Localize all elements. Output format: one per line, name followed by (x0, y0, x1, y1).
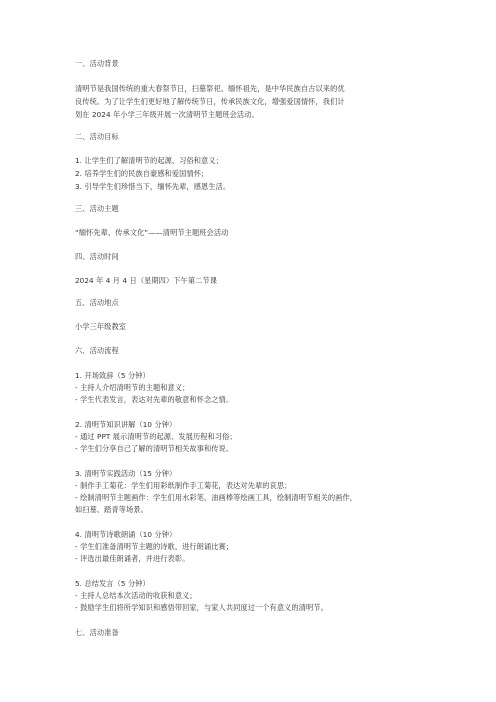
process-step-2-title: 2. 清明节知识讲解（10 分钟） (75, 420, 177, 429)
process-step-3-item-1: - 制作手工菊花：学生们用彩纸制作手工菊花，表达对先辈的哀思； (75, 481, 292, 490)
process-step-5-item-2: - 鼓励学生们将所学知识和感悟带回家，与家人共同度过一个有意义的清明节。 (75, 603, 328, 612)
process-step-2-item-2: - 学生们分享自己了解的清明节相关故事和传说。 (75, 444, 234, 453)
process-step-5-title: 5. 总结发言（5 分钟） (75, 579, 150, 588)
goal-item-3: 3. 引导学生们珍惜当下，缅怀先辈，感恩生活。 (75, 182, 231, 191)
process-step-4-title: 4. 清明节诗歌朗诵（10 分钟） (75, 530, 177, 539)
process-step-1-title: 1. 开场致辞（5 分钟） (75, 371, 150, 380)
process-step-1-item-1: - 主持人介绍清明节的主题和意义； (75, 383, 190, 392)
section-heading-goals: 二、活动目标 (75, 132, 119, 141)
process-step-4-item-2: - 评选出最佳朗诵者，并进行表彰。 (75, 554, 190, 563)
time-text: 2024 年 4 月 4 日（星期四）下午第二节课 (75, 276, 217, 285)
process-step-3-item-2-cont: 如扫墓、踏青等场景。 (75, 505, 148, 514)
section-heading-location: 五、活动地点 (75, 298, 119, 307)
section-heading-theme: 三、活动主题 (75, 204, 119, 213)
section-heading-process: 六、活动流程 (75, 346, 119, 355)
goal-item-2: 2. 培养学生们的民族自豪感和爱国情怀； (75, 169, 209, 178)
theme-text: “缅怀先辈，传承文化”——清明节主题班会活动 (75, 228, 229, 237)
process-step-3-title: 3. 清明节实践活动（15 分钟） (75, 469, 177, 478)
background-paragraph-line-2: 良传统。为了让学生们更好地了解传统节日，传承民族文化，增强爱国情怀，我们计 (75, 97, 345, 106)
goal-item-1: 1. 让学生们了解清明节的起源、习俗和意义； (75, 156, 223, 165)
background-paragraph-line-1: 清明节是我国传统的重大春祭节日，扫墓祭祀、缅怀祖先，是中华民族自古以来的优 (75, 84, 345, 93)
process-step-4-item-1: - 学生们准备清明节主题的诗歌，进行朗诵比赛； (75, 542, 234, 551)
section-heading-preparation: 七、活动准备 (75, 628, 119, 637)
section-heading-background: 一、活动背景 (75, 59, 119, 68)
process-step-1-item-2: - 学生代表发言，表达对先辈的敬意和怀念之情。 (75, 395, 234, 404)
process-step-3-item-2: - 绘制清明节主题画作：学生们用水彩笔、油画棒等绘画工具，绘制清明节相关的画作， (75, 493, 358, 502)
process-step-5-item-1: - 主持人总结本次活动的收获和意义； (75, 591, 197, 600)
process-step-2-item-1: - 通过 PPT 展示清明节的起源、发展历程和习俗； (75, 432, 237, 441)
background-paragraph-line-3: 划在 2024 年小学三年级开展一次清明节主题班会活动。 (75, 110, 259, 119)
location-text: 小学三年级教室 (75, 322, 127, 331)
section-heading-time: 四、活动时间 (75, 252, 119, 261)
